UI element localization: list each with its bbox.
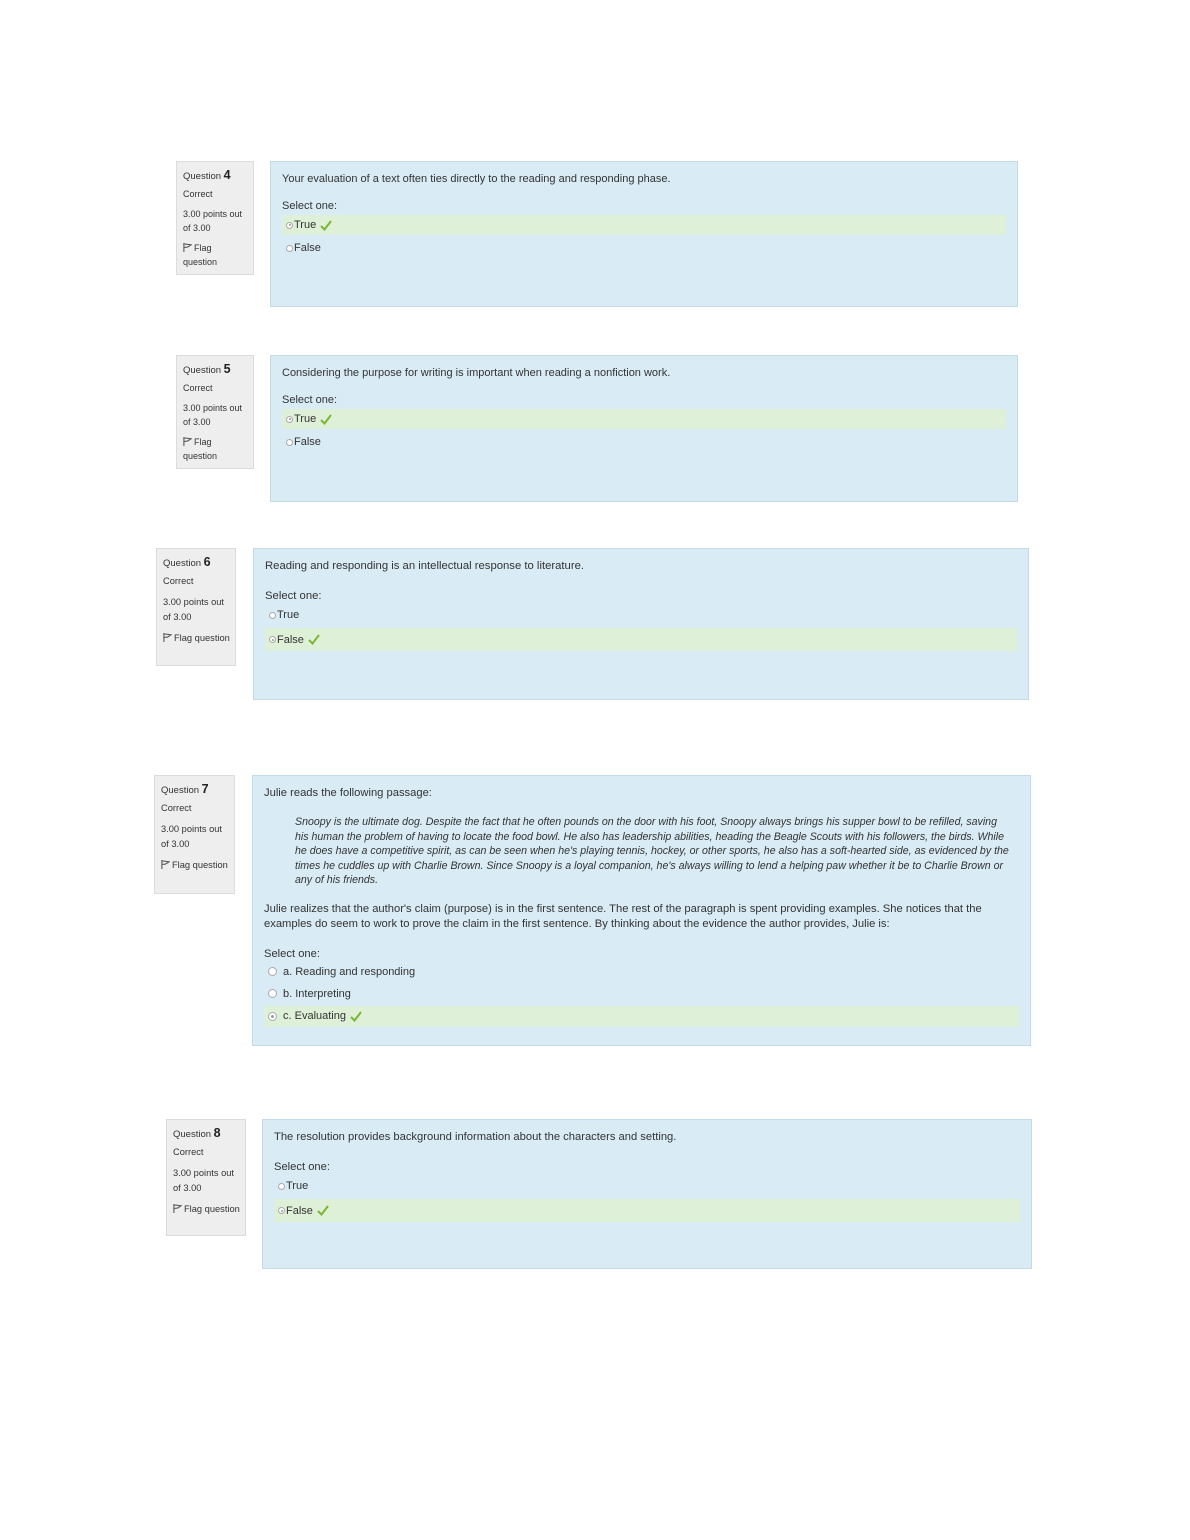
answer-option-a[interactable]: a. Reading and responding bbox=[264, 962, 1019, 982]
correct-check-icon bbox=[308, 634, 320, 645]
question-number: Question 5 bbox=[183, 362, 231, 376]
question-number: Question 7 bbox=[161, 782, 209, 796]
flag-icon bbox=[161, 860, 170, 869]
radio-button[interactable] bbox=[268, 1012, 277, 1021]
answer-options bbox=[264, 962, 1019, 1027]
flag-question-link[interactable]: Flag question bbox=[183, 437, 218, 461]
question-state: Correct bbox=[183, 383, 213, 393]
radio-button[interactable] bbox=[268, 989, 277, 998]
question-content bbox=[253, 548, 1029, 700]
question-text: Your evaluation of a text often ties directly to the reading and responding phase. bbox=[282, 173, 671, 185]
question-content bbox=[270, 355, 1018, 502]
question-info bbox=[156, 548, 236, 666]
question-content bbox=[270, 161, 1018, 307]
radio-button[interactable] bbox=[278, 1183, 285, 1190]
question-text: Reading and responding is an intellectual response to literature. bbox=[265, 560, 585, 572]
question-content bbox=[262, 1119, 1032, 1269]
question-text: Julie reads the following passage: bbox=[264, 787, 432, 799]
answer-options bbox=[282, 409, 1006, 452]
radio-button[interactable] bbox=[269, 636, 276, 643]
question-content bbox=[252, 775, 1031, 1046]
flag-question-link[interactable]: Flag question bbox=[161, 858, 229, 873]
question-grade: 3.00 points out of 3.00 bbox=[163, 597, 224, 622]
select-one-prompt: Select one: bbox=[274, 1161, 330, 1173]
radio-button[interactable] bbox=[278, 1207, 285, 1214]
answer-option-true[interactable]: True bbox=[265, 605, 1017, 625]
quoted-passage: Snoopy is the ultimate dog. Despite the fact that he often pounds on the door with his foot, Snoopy always brings his supper bowl to be refilled, saving his human the problem of having to locate the food bowl. He also has leadership abilities, heading the Beagle Scouts with his followers, the birds. While he does have a competitive spirit, as can be seen when he's playing tennis, hockey, or other sports, he also has a soft-hearted side, as evidenced by the times he cuddles up with Charlie Brown. Since Snoopy is a loyal companion, he's always willing to lend a helping paw whether it be to Charlie Brown or any of his friends. bbox=[295, 816, 1009, 887]
question-state: Correct bbox=[173, 1147, 204, 1157]
answer-option-false[interactable]: False bbox=[282, 432, 1006, 452]
question-state: Correct bbox=[183, 189, 213, 199]
flag-icon bbox=[173, 1204, 182, 1213]
question-number: Question 8 bbox=[173, 1126, 221, 1140]
question-grade: 3.00 points out of 3.00 bbox=[173, 1168, 234, 1193]
radio-button[interactable] bbox=[286, 245, 293, 252]
flag-icon bbox=[183, 437, 192, 446]
radio-button[interactable] bbox=[286, 416, 293, 423]
radio-button[interactable] bbox=[286, 222, 293, 229]
answer-options bbox=[282, 215, 1006, 258]
answer-option-false[interactable]: False bbox=[282, 238, 1006, 258]
question-followup-text: Julie realizes that the author's claim (purpose) is in the first sentence. The rest of the paragraph is spent providing examples. She notices that the examples do seem to work to prove the claim in the first sentence. By thinking about the evidence the author provides, Julie is: bbox=[264, 902, 982, 930]
radio-button[interactable] bbox=[286, 439, 293, 446]
question-info bbox=[176, 355, 254, 469]
answer-option-false[interactable]: False bbox=[274, 1199, 1020, 1222]
question-grade: 3.00 points out of 3.00 bbox=[183, 209, 243, 233]
select-one-prompt: Select one: bbox=[264, 947, 320, 960]
select-one-prompt: Select one: bbox=[282, 200, 338, 212]
answer-option-false[interactable]: False bbox=[265, 628, 1017, 651]
question-info bbox=[176, 161, 254, 275]
select-one-prompt: Select one: bbox=[265, 590, 322, 602]
question-info bbox=[166, 1119, 246, 1236]
correct-check-icon bbox=[350, 1011, 362, 1022]
flag-question-link[interactable]: Flag question bbox=[183, 243, 218, 267]
answer-options bbox=[274, 1176, 1020, 1222]
select-one-prompt: Select one: bbox=[282, 394, 338, 406]
radio-button[interactable] bbox=[268, 967, 277, 976]
flag-icon bbox=[163, 633, 172, 642]
question-grade: 3.00 points out of 3.00 bbox=[183, 403, 243, 427]
question-state: Correct bbox=[163, 576, 194, 586]
answer-option-c[interactable]: c. Evaluating bbox=[264, 1006, 1019, 1027]
question-info bbox=[154, 775, 235, 894]
question-state: Correct bbox=[161, 803, 192, 813]
answer-option-true[interactable]: True bbox=[282, 409, 1006, 429]
answer-option-b[interactable]: b. Interpreting bbox=[264, 984, 1019, 1004]
flag-icon bbox=[183, 243, 192, 252]
correct-check-icon bbox=[320, 414, 332, 425]
question-text: Considering the purpose for writing is important when reading a nonfiction work. bbox=[282, 367, 671, 379]
question-text: The resolution provides background information about the characters and setting. bbox=[274, 1131, 677, 1143]
answer-options bbox=[265, 605, 1017, 651]
flag-question-link[interactable]: Flag question bbox=[163, 631, 230, 646]
answer-option-true[interactable]: True bbox=[282, 215, 1006, 235]
answer-option-true[interactable]: True bbox=[274, 1176, 1020, 1196]
correct-check-icon bbox=[320, 220, 332, 231]
question-number: Question 6 bbox=[163, 555, 211, 569]
question-grade: 3.00 points out of 3.00 bbox=[161, 824, 222, 849]
flag-question-link[interactable]: Flag question bbox=[173, 1202, 240, 1217]
correct-check-icon bbox=[317, 1205, 329, 1216]
question-number: Question 4 bbox=[183, 168, 231, 182]
radio-button[interactable] bbox=[269, 612, 276, 619]
